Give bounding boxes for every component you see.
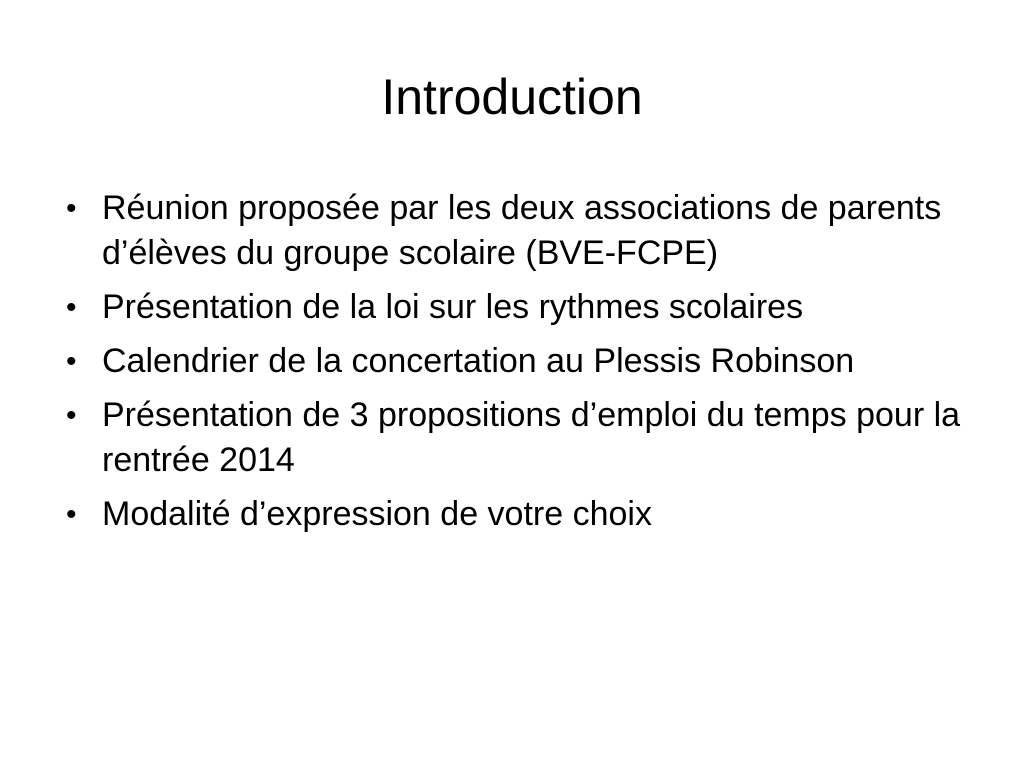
bullet-item (62, 339, 982, 384)
slide-title: Introduction (381, 69, 643, 125)
bullet-item (62, 285, 982, 330)
bullet-list (62, 186, 982, 546)
bullet-item (62, 492, 982, 537)
bullet-text: Réunion proposée par les deux associations de parents d’élèves du groupe scolaire (BVE-FCPE) (102, 189, 942, 272)
bullet-dot-icon: • (66, 291, 77, 324)
bullet-item (62, 186, 982, 276)
bullet-text: Calendrier de la concertation au Plessis Robinson (102, 342, 855, 380)
bullet-dot-icon: • (66, 498, 77, 531)
bullet-item (62, 393, 982, 483)
bullet-dot-icon: • (66, 399, 77, 432)
bullet-dot-icon: • (66, 192, 77, 225)
bullet-dot-icon: • (66, 345, 77, 378)
bullet-text: Présentation de 3 propositions d’emploi du temps pour la rentrée 2014 (102, 396, 961, 479)
bullet-text: Modalité d’expression de votre choix (102, 495, 652, 533)
bullet-text: Présentation de la loi sur les rythmes scolaires (102, 288, 804, 326)
